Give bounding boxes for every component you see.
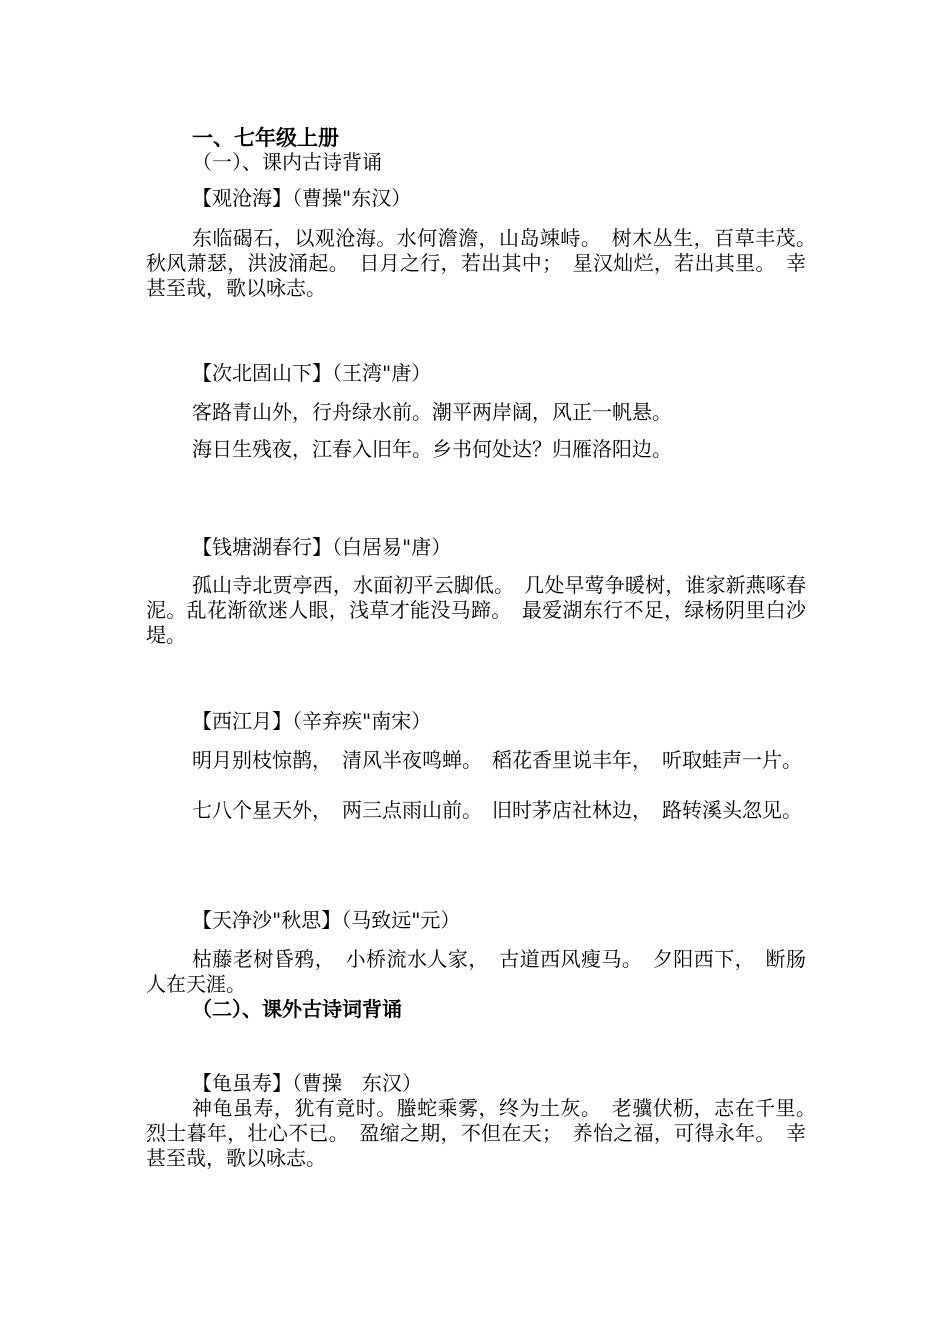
poem-body: 孤山寺北贾亭西，水面初平云脚低。 几处早莺争暖树，谁家新燕啄春泥。乱花渐欲迷人眼，浅草才能没马蹄。 最爱湖东行不足，绿杨阴里白沙堤。 <box>146 573 806 647</box>
poem-title: 【次北固山下】（王湾"唐） <box>192 361 432 385</box>
poem-line: 海日生残夜，江春入旧年。乡书何处达？归雁洛阳边。 <box>192 437 672 461</box>
poem-title: 【西江月】（辛弃疾"南宋） <box>192 709 432 733</box>
poem-stanza: 七八个星天外， 两三点雨山前。 旧时茅店社林边， 路转溪头忽见。 <box>192 798 802 822</box>
poem-title: 【钱塘湖春行】（白居易"唐） <box>192 535 452 559</box>
poem-stanza: 明月别枝惊鹊， 清风半夜鸣蝉。 稻花香里说丰年， 听取蛙声一片。 <box>192 748 802 772</box>
poem-body: 东临碣石，以观沧海。水何澹澹，山岛竦峙。 树木丛生，百草丰茂。 秋风萧瑟，洪波涌起。 日月之行，若出其中； 星汉灿烂，若出其里。 幸甚至哉，歌以咏志。 <box>146 226 826 300</box>
poem-title: 【龟虽寿】（曹操 东汉） <box>192 1071 422 1095</box>
subsection-heading-in-class: （一）、课内古诗背诵 <box>192 150 382 174</box>
poem-body: 枯藤老树昏鸦， 小桥流水人家， 古道西风瘦马。 夕阳西下， 断肠人在天涯。 <box>146 947 806 996</box>
poem-title: 【天净沙"秋思】（马致远"元） <box>192 908 461 932</box>
poem-body: 神龟虽寿，犹有竟时。螣蛇乘雾，终为土灰。 老骥伏枥，志在千里。 烈士暮年，壮心不已。 盈缩之期，不但在天； 养怡之福，可得永年。 幸甚至哉，歌以咏志。 <box>146 1096 826 1170</box>
section-title: 一、七年级上册 <box>192 125 339 150</box>
poem-title: 【观沧海】（曹操"东汉） <box>192 186 412 210</box>
poem-line: 客路青山外，行舟绿水前。潮平两岸阔，风正一帆悬。 <box>192 400 672 424</box>
subsection-heading-extra: （二）、课外古诗词背诵 <box>192 997 402 1021</box>
